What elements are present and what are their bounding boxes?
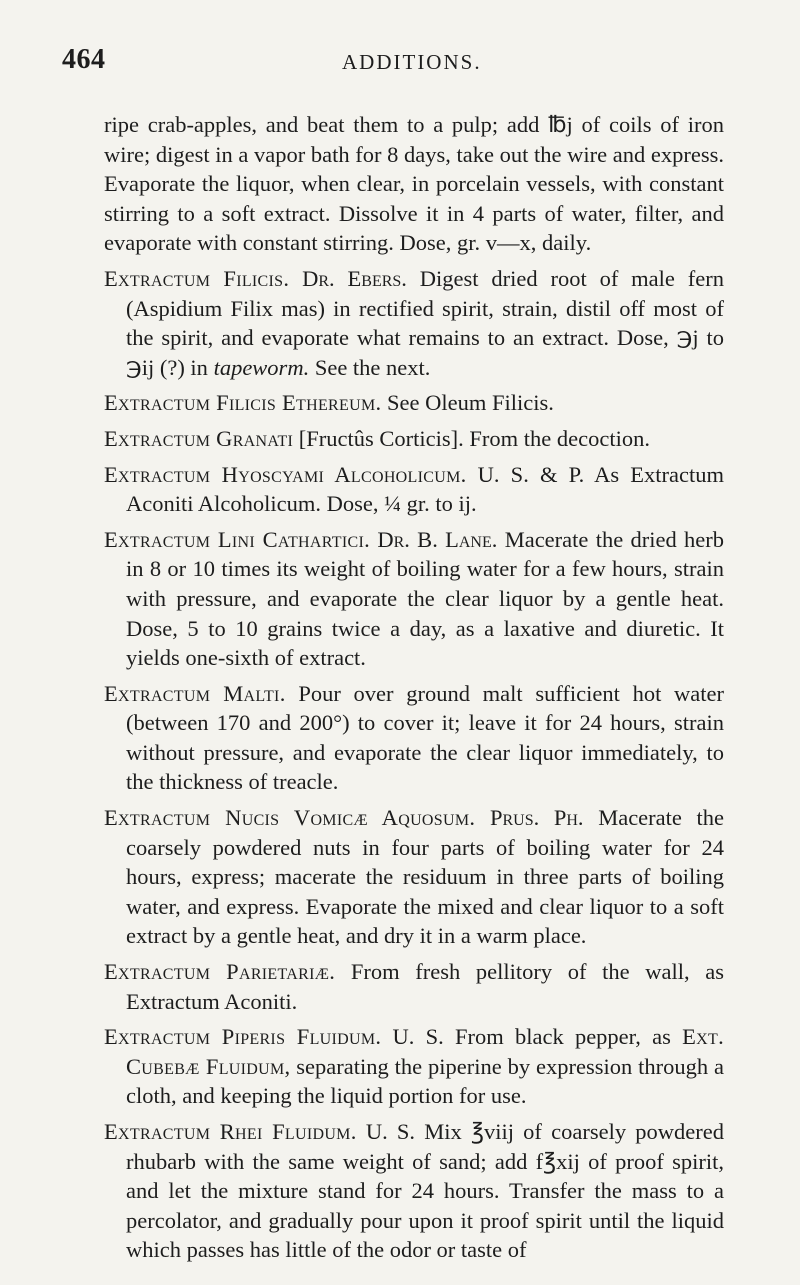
entry-extractum-parietariae	[104, 957, 724, 1016]
entry-term: Extractum Piperis Fluidum.	[104, 1024, 382, 1050]
entry-text: [Fructûs Corticis]. From the decoction.	[293, 425, 650, 451]
entry-extractum-filicis	[104, 264, 724, 382]
entry-extractum-piperis	[104, 1022, 724, 1111]
entry-extractum-rhei	[104, 1117, 724, 1265]
entry-text: Macerate the coarsely powdered nuts in four parts of boiling water for 24 hours, express; macerate the residuum in three parts of boiling water, and express. Evaporate the mixed and clear liquor to a soft extract by a gentle heat, and dry it in a warm place.	[126, 805, 725, 949]
entry-text: Digest dried root of male fern (Aspidium Filix mas) in rectified spirit, strain, distil off most of the spirit, and evaporate what remains to an extract. Dose, ℈j to ℈ij (?) in	[126, 265, 724, 380]
entry-term: Extractum Parietariæ.	[104, 959, 336, 985]
continued-paragraph	[104, 110, 724, 258]
entry-extractum-granati	[104, 424, 724, 454]
entry-cross-reference: Ext. Cubebæ Fluidum,	[126, 1024, 724, 1079]
entry-authority: Dr. B. Lane.	[377, 526, 498, 552]
entry-extractum-hyoscyami	[104, 460, 724, 519]
entry-text: U. S. From black pepper, as	[381, 1024, 683, 1050]
entry-authority: Dr. Ebers.	[302, 265, 407, 291]
page-content	[104, 110, 724, 1271]
entry-tail: separating the piperine by expression through a cloth, and keeping the liquid portion for use.	[126, 1053, 724, 1109]
entry-authority: Prus. Ph.	[489, 805, 584, 831]
entry-text: U. S. Mix ℥viij of coarsely powdered rhubarb with the same weight of sand; add f℥xij of proof spirit, and let the mixture stand for 24 hours. Transfer the mass to a percolator, and gradually pour upon it proof spirit until the liquid which passes has little of the odor or taste of	[126, 1119, 724, 1263]
entry-extractum-malti	[104, 679, 724, 797]
entry-extractum-filicis-ethereum	[104, 388, 724, 418]
entry-tail: See the next.	[309, 354, 431, 380]
entry-text: From fresh pellitory of the wall, as Extractum Aconiti.	[126, 959, 724, 1014]
entry-text: U. S. & P. As Extractum Aconiti Alcoholicum. Dose, ¼ gr. to ij.	[126, 461, 724, 517]
entry-term: Extractum Lini Cathartici.	[104, 526, 371, 552]
entry-text: ripe crab-apples, and beat them to a pulp; add ℔j of coils of iron wire; digest in a vapor bath for 8 days, take out the wire and express. Evaporate the liquor, when clear, in porcelain vessels, with constant stirring to a soft extract. Dissolve it in 4 parts of water, filter, and evaporate with constant stirring. Dose, gr. v—x, daily.	[104, 112, 724, 256]
entry-text: See Oleum Filicis.	[381, 390, 554, 416]
page-number: 464	[62, 44, 106, 75]
entry-italic: tapeworm.	[213, 354, 310, 380]
entry-text: Macerate the dried herb in 8 or 10 times its weight of boiling water for a few hours, strain with pressure, and evaporate the clear liquor by a gentle heat. Dose, 5 to 10 grains twice a day, as a laxative and diuretic. It yields one-sixth of extract.	[126, 526, 725, 671]
entry-term: Extractum Nucis Vomicæ Aquosum.	[104, 805, 476, 831]
entry-text: Pour over ground malt sufficient hot water (between 170 and 200°) to cover it; leave it for 24 hours, strain without pressure, and evaporate the clear liquor immediately, to the thickness of treacle.	[126, 680, 725, 795]
running-head: ADDITIONS.	[342, 50, 482, 74]
entry-term: Extractum Granati	[104, 425, 294, 451]
page-header	[62, 44, 738, 84]
entry-term: Extractum Malti.	[104, 680, 286, 706]
entry-term: Extractum Filicis.	[104, 265, 290, 291]
entry-extractum-lini	[104, 525, 724, 673]
entry-term: Extractum Hyoscyami Alcoholicum.	[104, 461, 467, 487]
entry-term: Extractum Filicis Ethereum.	[104, 390, 382, 416]
entry-extractum-nucis-vomicae	[104, 803, 724, 951]
entry-term: Extractum Rhei Fluidum.	[104, 1119, 357, 1144]
